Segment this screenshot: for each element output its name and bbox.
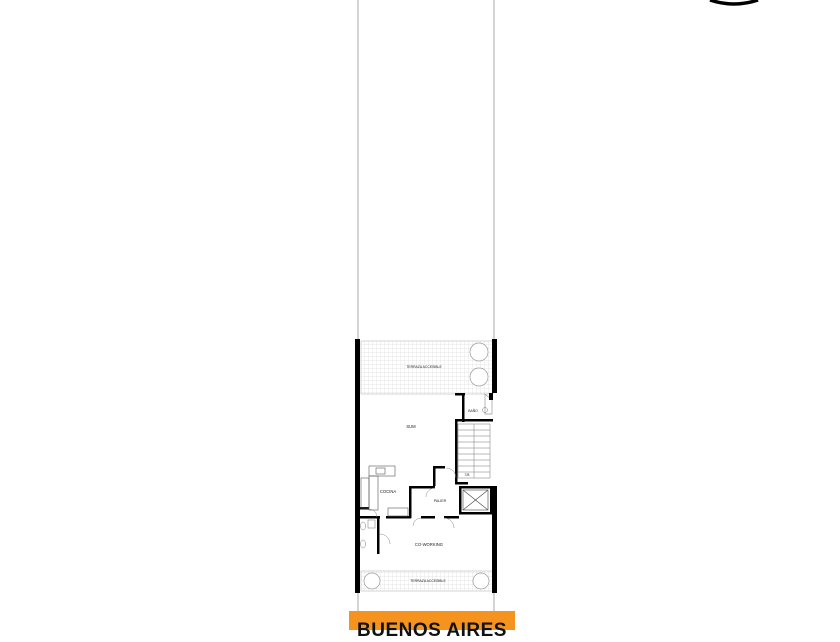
door-swings bbox=[369, 468, 456, 544]
label-terrace-bottom: TERRAZA ACCESIBLE bbox=[410, 579, 446, 583]
north-arrow-icon bbox=[710, 0, 758, 4]
label-stair-note: 7/8 bbox=[464, 473, 470, 477]
label-bathroom: BAÑO bbox=[468, 409, 478, 413]
label-coworking: CO-WORKING bbox=[414, 542, 444, 547]
city-banner-text: BUENOS AIRES bbox=[357, 620, 507, 641]
city-banner bbox=[349, 611, 515, 641]
label-sum: SUM bbox=[406, 424, 416, 429]
elevator-shaft bbox=[463, 490, 488, 510]
label-terrace-top: TERRAZA ACCESIBLE bbox=[406, 365, 442, 369]
label-cocina: COCINA bbox=[379, 489, 397, 494]
stair-treads bbox=[458, 424, 490, 478]
interior-walls bbox=[360, 393, 493, 554]
label-palier: PALIER bbox=[433, 499, 447, 503]
